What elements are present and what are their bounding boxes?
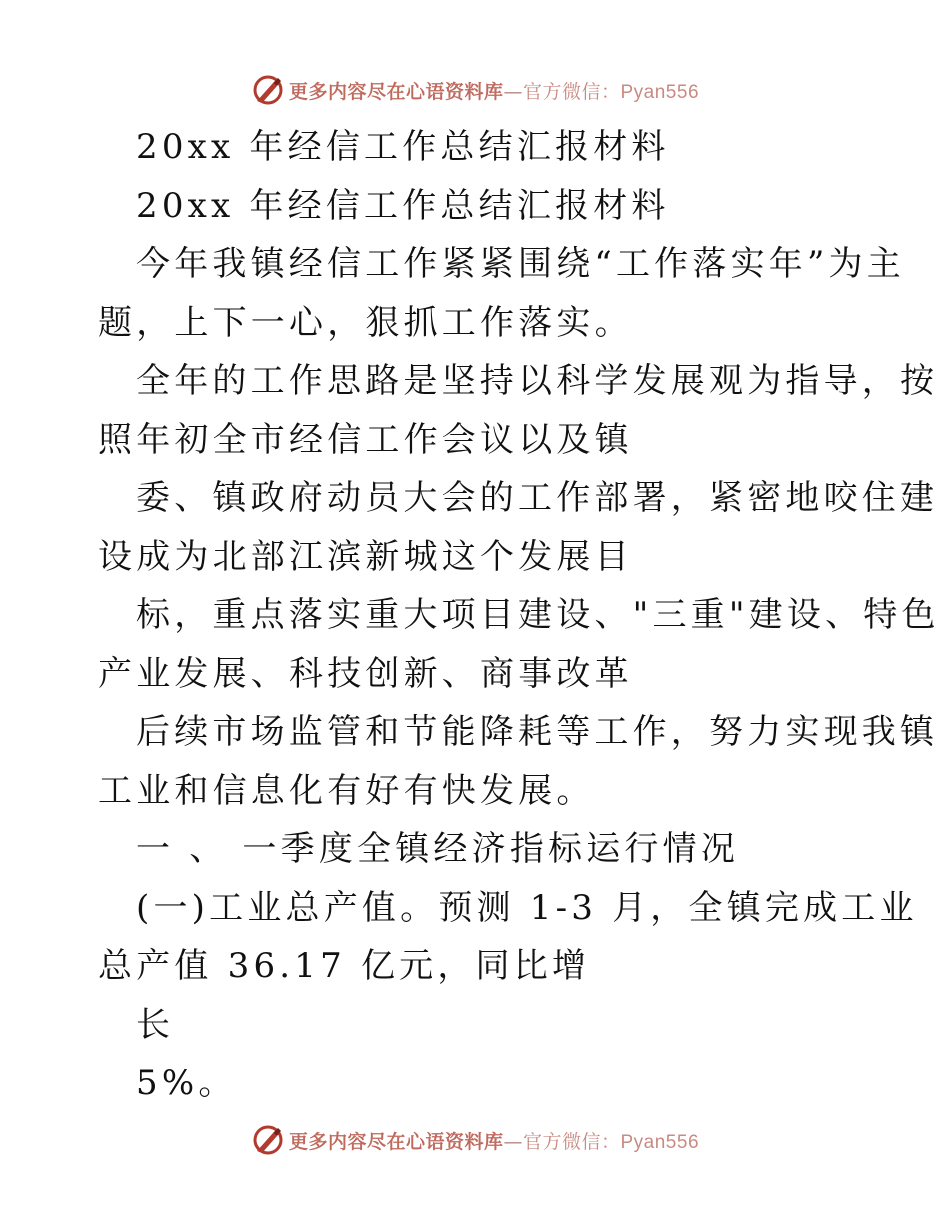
banner-site-name: 更多内容尽在心语资料库 <box>288 80 504 103</box>
paragraph-line: 照年初全市经信工作会议以及镇 <box>98 419 633 460</box>
paragraph-line: 设成为北部江滨新城这个发展目 <box>98 536 633 577</box>
paragraph-line: (一)工业总产值。预测 1-3 月，全镇完成工业 <box>136 887 918 928</box>
section-heading: 一 、 一季度全镇经济指标运行情况 <box>136 829 740 869</box>
pen-circle-logo-icon <box>251 73 285 107</box>
paragraph-line: 题，上下一心，狠抓工作落实。 <box>98 302 633 343</box>
paragraph-line: 工业和信息化有好有快发展。 <box>98 770 595 811</box>
paragraph-line: 今年我镇经信工作紧紧围绕“工作落实年”为主 <box>136 244 905 284</box>
pen-circle-logo-icon <box>251 1123 285 1157</box>
banner-site-name: 更多内容尽在心语资料库 <box>288 1130 504 1153</box>
header-banner <box>0 70 950 110</box>
paragraph-line: 5%。 <box>136 1063 237 1103</box>
paragraph-line: 全年的工作思路是坚持以科学发展观为指导，按 <box>136 361 939 401</box>
paragraph-line: 后续市场监管和节能降耗等工作，努力实现我镇 <box>136 712 939 752</box>
footer-banner <box>0 1120 950 1160</box>
document-body <box>98 118 940 1113</box>
document-title: 20xx 年经信工作总结汇报材料 <box>136 127 670 167</box>
document-subtitle: 20xx 年经信工作总结汇报材料 <box>136 185 670 226</box>
banner-wechat-id: Pyan556 <box>620 81 700 103</box>
banner-wechat-id: Pyan556 <box>620 1131 700 1153</box>
banner-separator: — <box>503 80 523 103</box>
banner-separator: — <box>503 1130 523 1153</box>
paragraph-line: 产业发展、科技创新、商事改革 <box>98 653 633 694</box>
paragraph-line: 委、镇政府动员大会的工作部署，紧密地咬住建 <box>136 478 939 518</box>
banner-wechat-label: 官方微信： <box>522 80 621 103</box>
banner-text <box>289 1127 699 1154</box>
paragraph-line: 总产值 36.17 亿元，同比增 <box>98 946 591 986</box>
paragraph-line: 标，重点落实重大项目建设、"三重"建设、特色 <box>136 595 940 635</box>
paragraph-line: 长 <box>136 1004 175 1045</box>
banner-text <box>289 77 699 104</box>
banner-wechat-label: 官方微信： <box>522 1130 621 1153</box>
